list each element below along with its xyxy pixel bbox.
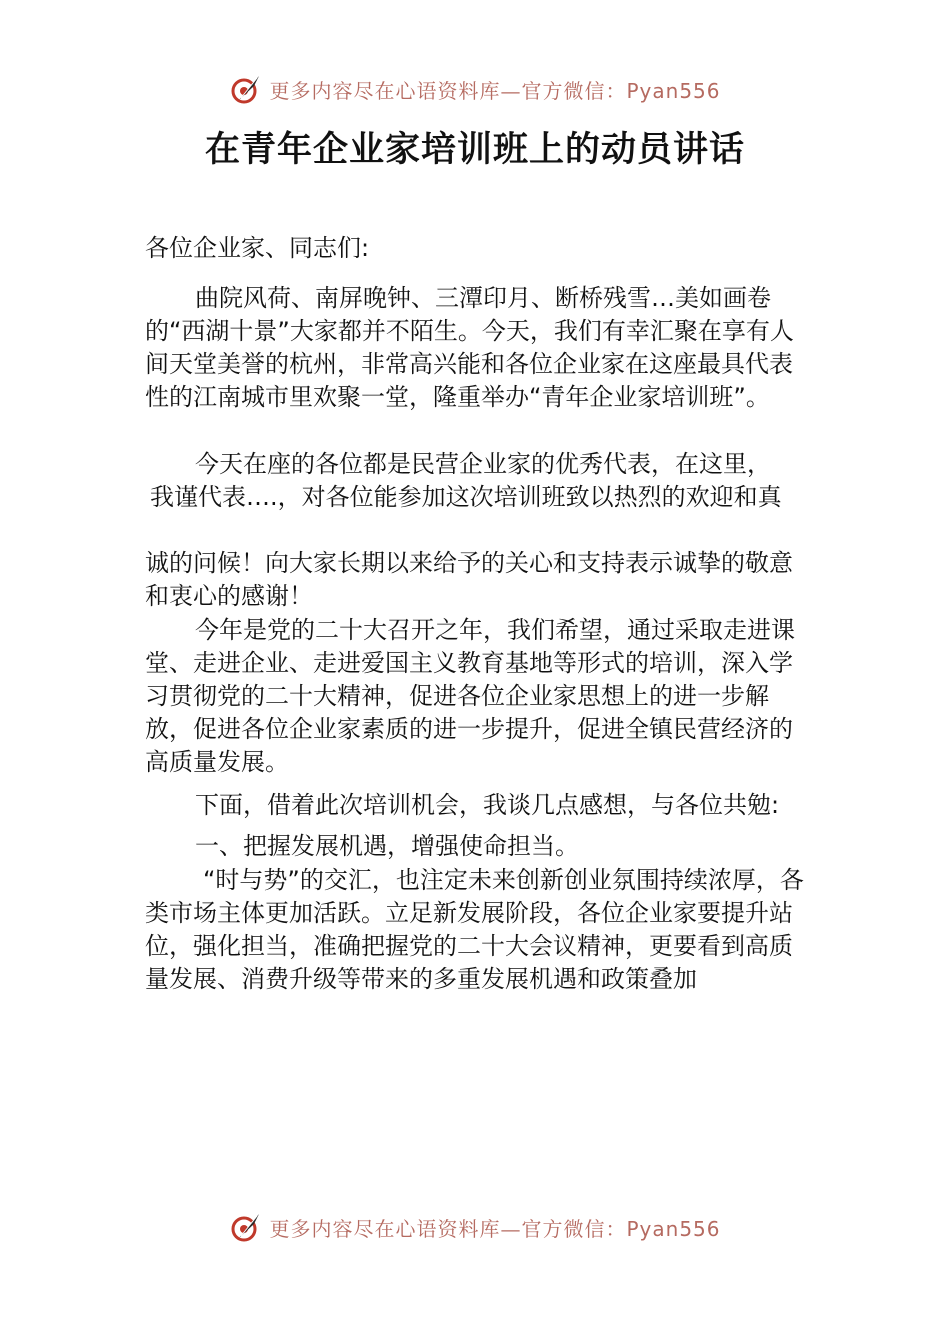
section-heading-1: 一、把握发展机遇，增强使命担当。 xyxy=(195,832,579,860)
salutation: 各位企业家、同志们: xyxy=(145,234,370,262)
document-title: 在青年企业家培训班上的动员讲话 xyxy=(204,129,745,170)
quill-logo-icon xyxy=(229,1210,263,1244)
footer-banner xyxy=(0,1210,950,1244)
banner-text: 更多内容尽在心语资料库—官方微信：Pyan556 xyxy=(269,1216,721,1241)
paragraph-1: 曲院风荷、南屏晚钟、三潭印月、断桥残雪…美如画卷的“西湖十景”大家都并不陌生。今天，我们有幸汇聚在享有人间天堂美誉的杭州，非常高兴能和各位企业家在这座最具代表性的江南城市里欢聚一堂，隆重举办“青年企业家培训班”。 xyxy=(145,284,794,411)
paragraph-2: 今天在座的各位都是民营企业家的优秀代表，在这里， xyxy=(195,450,771,478)
paragraph-2-continued: 我谨代表….，对各位能参加这次培训班致以热烈的欢迎和真 xyxy=(150,483,782,511)
banner-wechat-id: Pyan556 xyxy=(626,78,721,103)
paragraph-6: “时与势”的交汇，也注定未来创新创业氛围持续浓厚，各类市场主体更加活跃。立足新发展阶段，各位企业家要提升站位，强化担当，准确把握党的二十大会议精神，更要看到高质量发展、消费升级等带来的多重发展机遇和政策叠加 xyxy=(145,866,804,993)
paragraph-4: 今年是党的二十大召开之年，我们希望，通过采取走进课堂、走进企业、走进爱国主义教育基地等形式的培训，深入学习贯彻党的二十大精神，促进各位企业家思想上的进一步解放，促进各位企业家素质的进一步提升，促进全镇民营经济的高质量发展。 xyxy=(145,616,795,776)
paragraph-3: 诚的问候！向大家长期以来给予的关心和支持表示诚挚的敬意和衷心的感谢！ xyxy=(145,549,793,610)
quill-logo-icon xyxy=(229,72,263,106)
banner-wechat-id: Pyan556 xyxy=(626,1216,721,1241)
banner-text: 更多内容尽在心语资料库—官方微信：Pyan556 xyxy=(269,78,721,103)
header-banner xyxy=(0,72,950,106)
paragraph-5: 下面，借着此次培训机会，我谈几点感想，与各位共勉: xyxy=(195,791,780,819)
